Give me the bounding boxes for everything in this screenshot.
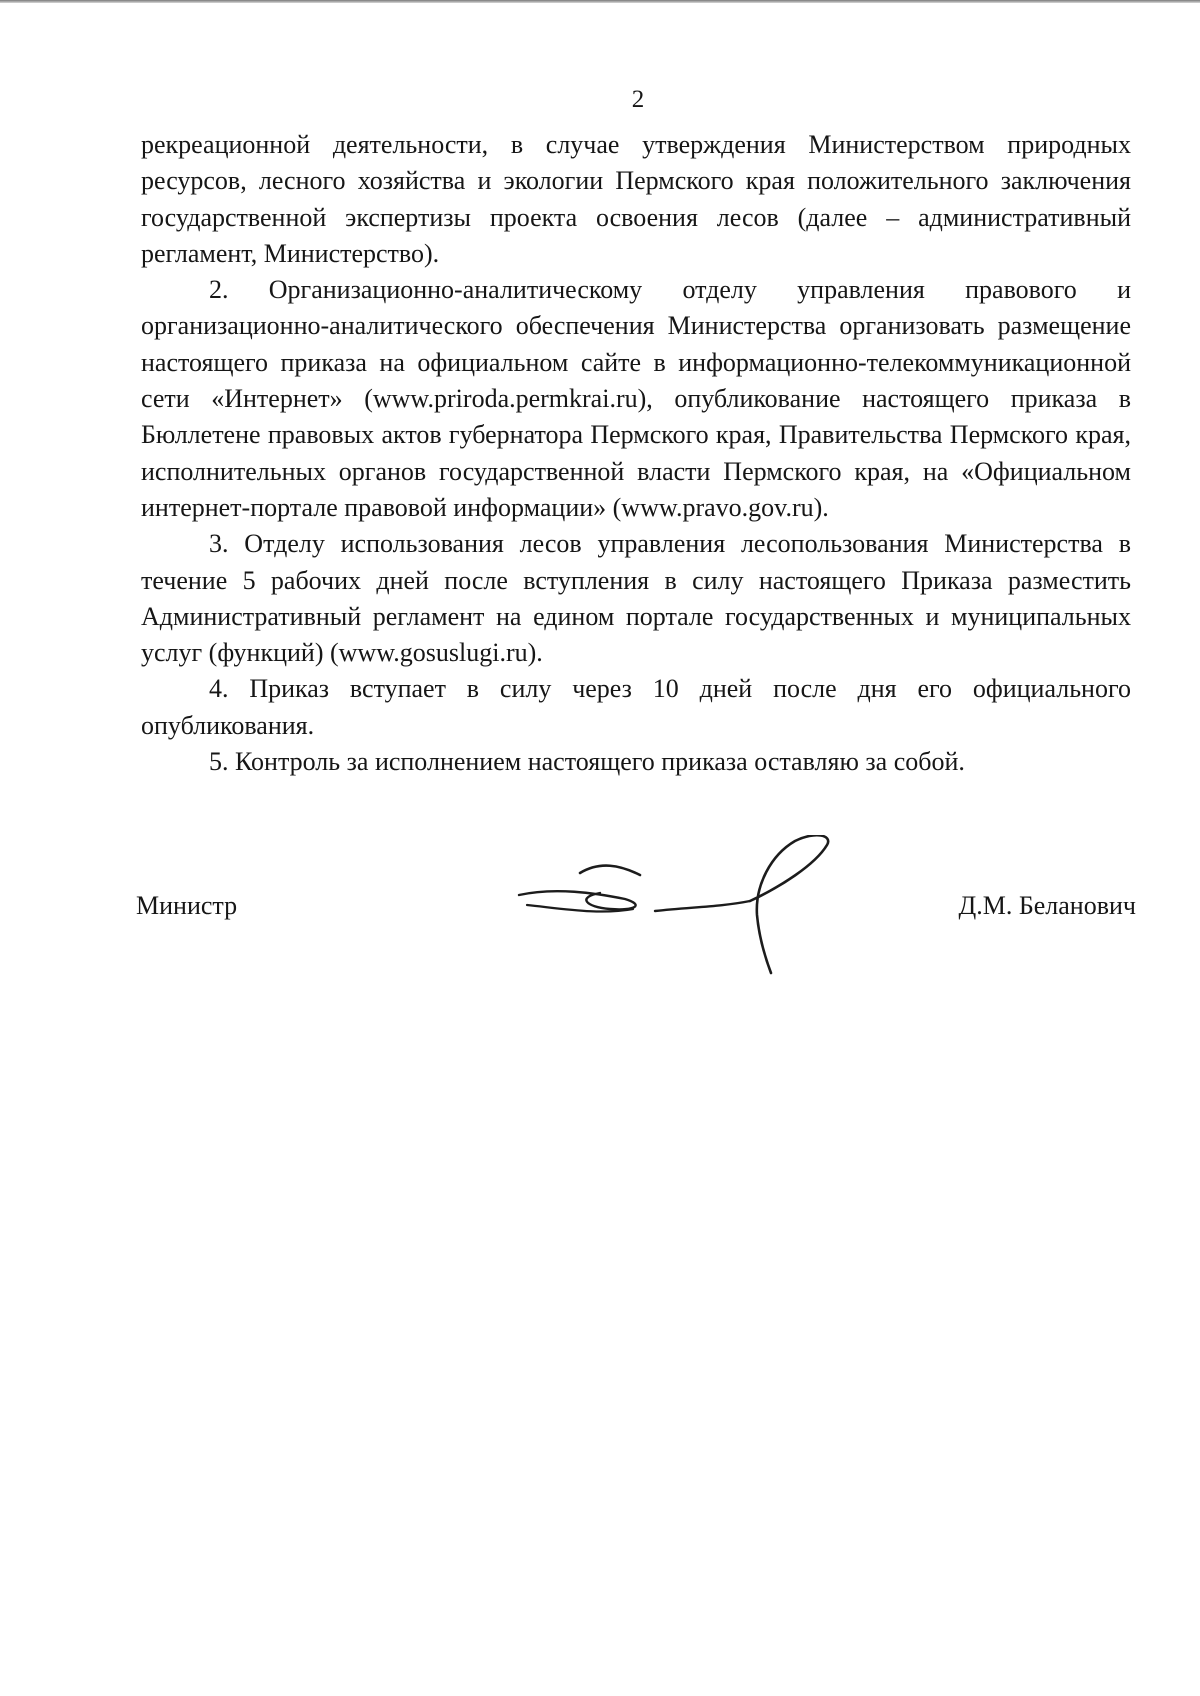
paragraph-item-4: 4. Приказ вступает в силу через 10 дней после дня его официального опубликования. bbox=[141, 674, 1131, 740]
scan-top-edge bbox=[0, 0, 1200, 3]
paragraph-item-5: 5. Контроль за исполнением настоящего приказа оставляю за собой. bbox=[209, 747, 965, 777]
signatory-position: Министр bbox=[136, 891, 238, 920]
document-body bbox=[141, 127, 1131, 780]
handwritten-signature bbox=[515, 835, 845, 975]
paragraph-continuation: рекреационной деятельности, в случае утверждения Министерством природных ресурсов, лесного хозяйства и экологии Пермского края положительного заключения государственной экспертизы проекта освоения лесов (далее – административный регламент, Министерство). bbox=[141, 130, 1131, 268]
paragraph-item-3: 3. Отделу использования лесов управления лесопользования Министерства в течение 5 рабочих дней после вступления в силу настоящего Приказа разместить Административный регламент на едином портале государственных и муниципальных услуг (функций) (www.gosuslugi.ru). bbox=[141, 529, 1131, 668]
page-number: 2 bbox=[631, 86, 645, 113]
paragraph-item-2: 2. Организационно-аналитическому отделу управления правового и организационно-аналитического обеспечения Министерства организовать размещение настоящего приказа на официальном сайте в информационно-телекоммуникационной сети «Интернет» (www.priroda.permkrai.ru), опубликование настоящего приказа в Бюллетене правовых актов губернатора Пермского края, Правительства Пермского края, исполнительных органов государственной власти Пермского края, на «Официальном интернет-портале правовой информации» (www.pravo.gov.ru). bbox=[141, 275, 1131, 522]
signatory-name: Д.М. Беланович bbox=[958, 891, 1136, 920]
